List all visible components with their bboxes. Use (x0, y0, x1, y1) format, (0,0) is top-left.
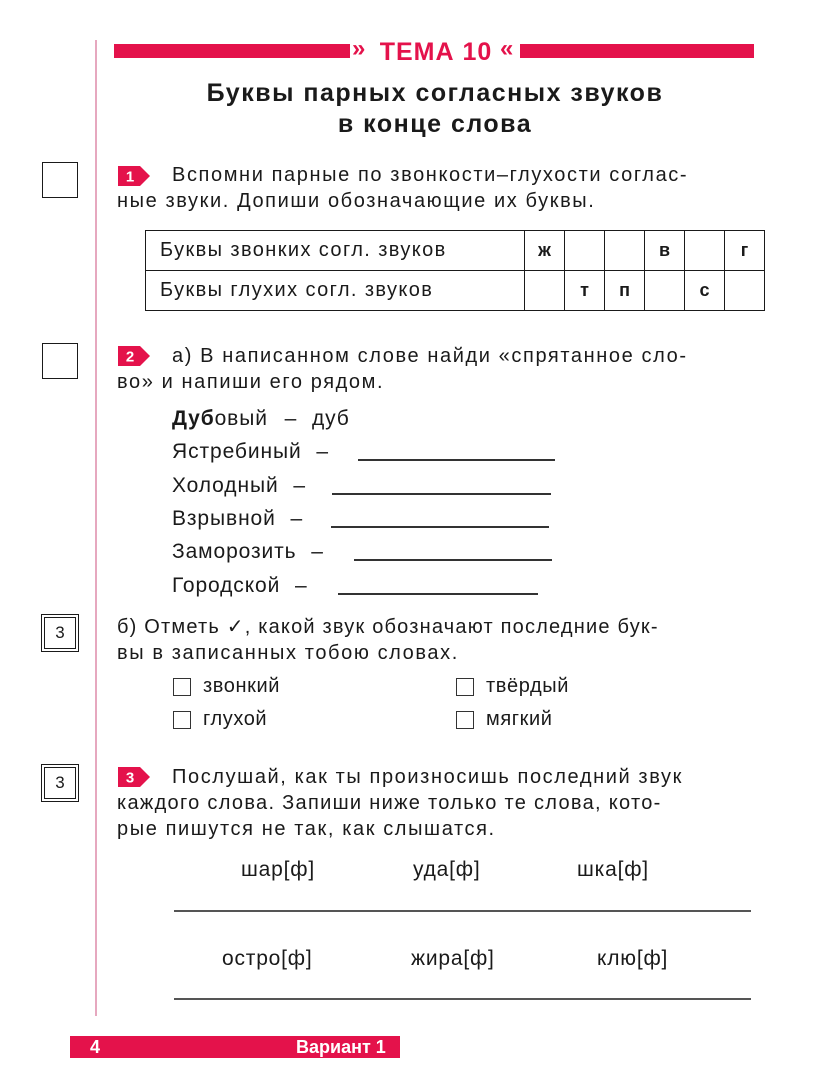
example-bold-root: Дуб (172, 407, 215, 430)
table-row-voiceless (146, 271, 765, 311)
word-dash: – (290, 507, 304, 530)
score-box-task2[interactable] (42, 343, 78, 379)
example-rest: овый (214, 407, 268, 430)
answer-line[interactable] (354, 559, 552, 561)
task1-number: 1 (125, 168, 135, 186)
page-title (150, 78, 720, 140)
header-bar-right (520, 44, 754, 58)
example-word (172, 407, 350, 431)
task1-text-line2: ные звуки. Допиши обозначающие их буквы. (117, 190, 596, 212)
word-item (172, 440, 329, 464)
variant-label: Вариант 1 (296, 1037, 386, 1057)
table-cell[interactable]: т (565, 271, 605, 311)
score-box-task3[interactable]: 3 (44, 767, 76, 799)
task2-badge (118, 346, 150, 366)
table-cell[interactable] (565, 231, 605, 271)
task2-number: 2 (125, 348, 135, 366)
answer-line[interactable] (338, 593, 538, 595)
table-cell[interactable] (685, 231, 725, 271)
word-dash: – (293, 474, 306, 497)
task3-number: 3 (125, 769, 135, 787)
sound-word: шка[ф] (577, 858, 649, 881)
option-label: мягкий (486, 708, 553, 730)
task2b-text-line2: вы в записанных тобою словах. (117, 642, 459, 664)
letters-table (145, 230, 765, 311)
word-item (172, 574, 308, 598)
table-cell[interactable]: в (645, 231, 685, 271)
word-dash: – (311, 540, 324, 563)
sound-word: жира[ф] (411, 947, 495, 970)
table-cell[interactable]: п (605, 271, 645, 311)
example-answer: дуб (311, 407, 350, 430)
checkbox-voiced[interactable] (173, 678, 191, 696)
writing-line[interactable] (174, 998, 751, 1000)
word-text: Холодный (172, 474, 279, 497)
page-number: 4 (90, 1037, 101, 1057)
word-text: Взрывной (172, 507, 276, 530)
table-row-voiced (146, 231, 765, 271)
word-dash: – (316, 440, 329, 463)
task2-text-line2: во» и напиши его рядом. (117, 371, 385, 393)
word-item (172, 507, 303, 531)
table-row-label: Буквы глухих согл. звуков (146, 271, 525, 311)
task3-text-line2: каждого слова. Запиши ниже только те слова, кото- (117, 792, 662, 814)
sound-word: шар[ф] (241, 858, 315, 881)
answer-line[interactable] (331, 526, 549, 528)
header-chevron-left: » (352, 35, 366, 62)
option-label: звонкий (203, 675, 281, 697)
header-chevron-right: « (500, 35, 514, 62)
title-line-1: Буквы парных согласных звуков (206, 79, 664, 107)
task1-text-line1: Вспомни парные по звонкости–глухости соглас- (172, 164, 689, 186)
table-cell[interactable]: г (725, 231, 765, 271)
example-dash: – (284, 407, 298, 430)
task3-text-line1: Послушай, как ты произносишь последний звук (172, 766, 683, 788)
option-label: твёрдый (486, 675, 569, 697)
sound-word: остро[ф] (222, 947, 313, 970)
writing-line[interactable] (174, 910, 751, 912)
word-text: Ястребиный (172, 440, 302, 463)
checkbox-soft[interactable] (456, 711, 474, 729)
sound-word: клю[ф] (597, 947, 669, 970)
table-cell[interactable] (725, 271, 765, 311)
word-item (172, 540, 324, 564)
word-item (172, 474, 306, 498)
margin-line (95, 40, 97, 1016)
answer-line[interactable] (358, 459, 555, 461)
score-box-task2b[interactable]: 3 (44, 617, 76, 649)
table-cell[interactable] (605, 231, 645, 271)
title-line-2: в конце слова (337, 110, 533, 138)
table-cell[interactable]: с (685, 271, 725, 311)
checkbox-hard[interactable] (456, 678, 474, 696)
sound-word: уда[ф] (413, 858, 481, 881)
task3-badge (118, 767, 150, 787)
task3-text-line3: рые пишутся не так, как слышатся. (117, 818, 496, 840)
table-cell[interactable] (525, 271, 565, 311)
answer-line[interactable] (332, 493, 551, 495)
word-text: Заморозить (172, 540, 297, 563)
task1-badge (118, 166, 150, 186)
table-row-label: Буквы звонких согл. звуков (146, 231, 525, 271)
table-cell[interactable] (645, 271, 685, 311)
option-label: глухой (203, 708, 268, 730)
score-box-task1[interactable] (42, 162, 78, 198)
table-cell[interactable]: ж (525, 231, 565, 271)
topic-label: ТЕМА 10 (379, 38, 493, 66)
checkbox-voiceless[interactable] (173, 711, 191, 729)
task2-text-line1: а) В написанном слове найди «спрятанное сло- (172, 345, 688, 367)
word-text: Городской (172, 574, 281, 597)
header-bar-left (114, 44, 350, 58)
word-dash: – (294, 574, 308, 597)
task2b-text-line1: б) Отметь ✓, какой звук обозначают последние бук- (117, 616, 659, 638)
